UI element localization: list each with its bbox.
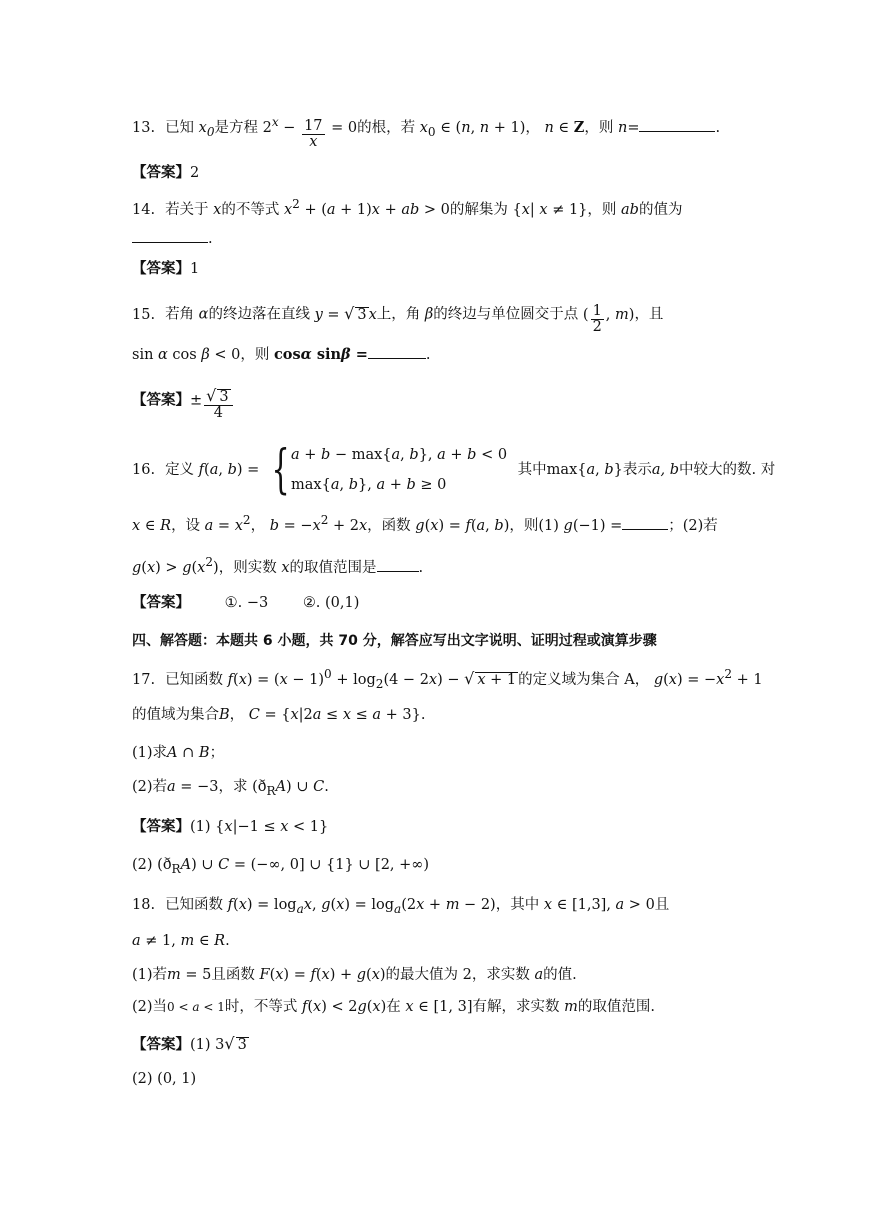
- q16-function-def: f(a, b) =: [198, 461, 264, 478]
- q14-answer-tag: 【答案】: [132, 261, 190, 277]
- q17-f-def: $f(x) = (x - 1)^0 + \log_2(4 - 2x)$ − √ x + 1: [227, 667, 517, 691]
- q14-answer: [132, 262, 199, 277]
- q14-text-4: ，则: [587, 201, 617, 218]
- q18-part-1: [132, 968, 577, 983]
- q15-text-3: 上，角: [376, 306, 421, 323]
- q15-answer-pm: ±: [190, 392, 203, 409]
- q17-complement-union: $(ð_RA)$ ∪ C: [252, 779, 325, 798]
- q18-number: 18.: [132, 897, 156, 913]
- q14-text-5: 的值为: [638, 201, 683, 218]
- q18-text-1: 已知函数: [165, 897, 224, 913]
- q13-text-4: ，: [525, 119, 540, 136]
- q18-answer-2-prefix: (2): [132, 1071, 153, 1087]
- q14-line: [132, 198, 682, 217]
- q16-math-x: x: [281, 559, 290, 576]
- q14-solution-set: {x| x ≠ 1}: [512, 201, 588, 218]
- q14-text-3: 的解集为: [449, 201, 508, 218]
- q16-blank-1: [622, 528, 668, 530]
- q14-text-1: 若关于: [165, 201, 209, 218]
- q13-math-x0: $x_0$: [198, 119, 215, 139]
- q16-text-3: 表示: [622, 461, 652, 478]
- q18-conditions-2: a ≠ 1, m ∈ R: [132, 933, 226, 949]
- q17-answer-2-prefix: (2): [132, 857, 153, 873]
- q15-number: 15.: [132, 306, 156, 323]
- q15-math-beta: β: [424, 306, 434, 323]
- q14-math-x: x: [213, 201, 222, 218]
- q14-inequality: $x^2 + (a + 1)x$ + ab > 0: [283, 197, 450, 218]
- q13-equation: $2^x$ − $\frac{17}{x}$ = 0: [262, 115, 358, 150]
- q16-line: [132, 440, 775, 500]
- q15-answer-tag: 【答案】: [132, 392, 190, 409]
- q18-var-m: m: [559, 999, 578, 1015]
- q18-part-2-text: (2)当: [132, 999, 168, 1015]
- q16-text-5: ，设: [171, 517, 201, 534]
- q15-answer-den: 4: [204, 405, 232, 421]
- q18-text-2: ，其中: [495, 897, 540, 913]
- q16-text-1: 定义: [165, 461, 195, 478]
- q17-set-b: B: [219, 707, 230, 723]
- q16-number: 16.: [132, 461, 156, 478]
- q17-part-2-mid: ，求: [218, 779, 248, 795]
- q18-part-1-end2: 的值.: [543, 967, 577, 983]
- q15-condition: sin α cos β < 0: [132, 347, 241, 363]
- q13-line: 13. 已知 $x_0$是方程 $2^x$ − $\frac{17}{x}$ = 0的根，若 $x_0$ ∈ (n, n + 1)， n ∈ Z，则 n= .: [132, 115, 721, 150]
- q18-answer-tag: 【答案】: [132, 1037, 190, 1053]
- q16-g-ineq: $g(x) > g(x^2)$: [132, 555, 219, 576]
- q18-part-1-mid: 且函数: [211, 967, 255, 983]
- q16-math-ab: a, b: [651, 461, 680, 478]
- q16-brace: {: [271, 440, 290, 500]
- q13-math-interval: $x_0$ ∈ (n, n + 1): [419, 119, 526, 139]
- q18-answer-2: (0, 1): [157, 1071, 197, 1087]
- q13-text-3: 的根，若: [357, 119, 416, 136]
- q16-domain: x ∈ R: [132, 517, 172, 534]
- section-4-heading: 四、解答题：本题共 6 小题，共 70 分，解答应写出文字说明、证明过程或演算步骤: [132, 633, 657, 649]
- q18-part-2-end: 有解，求实数: [472, 999, 560, 1015]
- q17-part-1-end: ；: [209, 745, 225, 761]
- q16-text-6: ，: [250, 517, 266, 534]
- q16-text-11: 的取值范围是: [289, 559, 377, 576]
- q16-text-8: ，则(1): [509, 517, 559, 534]
- q16-max: max{a, b}: [546, 461, 623, 478]
- q17-answer-tag: 【答案】: [132, 819, 190, 835]
- q15-line-equation: y = √ 3 x: [314, 303, 377, 323]
- q17-answer-1: {x|−1 ≤ x < 1}: [215, 819, 329, 835]
- q17-line: [132, 668, 763, 690]
- q17-part-2-text: (2)若: [132, 779, 168, 795]
- q15-text-2: 的终边落在直线: [208, 306, 310, 323]
- q15-text-6: ，则: [240, 347, 270, 363]
- q13-answer-tag: 【答案】: [132, 165, 190, 181]
- q15-math-alpha: α: [198, 306, 209, 323]
- q18-var-a: a: [529, 967, 544, 983]
- q17-line-2: 的值域为集合B， C = {x|2a ≤ x ≤ a + 3}.: [132, 707, 426, 723]
- q15-answer: [132, 388, 235, 420]
- q13-math-neq: n: [617, 119, 628, 136]
- q18-part-2-mid: 时，不等式: [224, 999, 298, 1015]
- q18-line-2: a ≠ 1, m ∈ R.: [132, 933, 230, 949]
- q15-line: [132, 304, 663, 334]
- q16-g-neg1: g(−1) =: [563, 517, 623, 534]
- q15-point: ( $\frac{1}{2}$ , m): [582, 303, 635, 335]
- q18-part-1-text: (1)若: [132, 967, 168, 983]
- q18-m-value: m = 5: [167, 967, 212, 983]
- q17-text-3: 的值域为集合: [132, 707, 219, 723]
- q18-answer: [132, 1036, 249, 1053]
- q18-answer-2-line: [132, 1072, 196, 1087]
- q18-line: [132, 898, 669, 915]
- q17-part-2: (2)若a = −3，求 $(ð_RA)$ ∪ C.: [132, 779, 329, 798]
- q16-answer-tag: 【答案】: [132, 595, 190, 611]
- q17-g-def: $g(x) = -x^2 + 1$: [653, 667, 763, 688]
- q14-number: 14.: [132, 201, 156, 218]
- q13-text-2: 是方程: [214, 119, 259, 136]
- q13-number: 13.: [132, 119, 156, 136]
- q13-answer-value: 2: [190, 165, 200, 181]
- q15-text-4: 的终边与单位圆交于点: [433, 306, 579, 323]
- q16-answer: [132, 596, 359, 611]
- q18-part-2-mid2: 在: [386, 999, 401, 1015]
- q16-g-def: g(x) = f(a, b): [415, 517, 510, 534]
- q13-text-1: 已知: [165, 119, 195, 136]
- q17-answer-1-prefix: (1): [190, 819, 211, 835]
- q15-blank: [368, 357, 426, 359]
- q14-blank: [132, 241, 208, 243]
- q17-set-c: C = {x|2a ≤ x ≤ a + 3}: [248, 707, 421, 723]
- q16-text-10: ，则实数: [218, 559, 277, 576]
- q15-text-1: 若角: [165, 306, 195, 323]
- q14-math-ab: ab: [621, 201, 639, 218]
- q15-line-2: sin α cos β < 0，则 cosα sinβ = .: [132, 346, 431, 363]
- q15-text-5: ，且: [634, 306, 664, 323]
- q18-functions: $f(x) = \log_ax$, $g(x) = \log_a(2x + m - 2)$: [227, 897, 496, 916]
- q18-conditions: x ∈ [1,3], a > 0: [543, 897, 655, 913]
- q17-number: 17.: [132, 671, 156, 688]
- q16-b-def: $b = -x^2 + 2x$: [269, 513, 368, 534]
- q18-x-range: x ∈ [1, 3]: [405, 999, 473, 1015]
- q16-line-3: $g(x) > g(x^2)$，则实数 x的取值范围是 .: [132, 555, 424, 576]
- q18-part-1-end: 的最大值为 2，求实数: [385, 967, 530, 983]
- q18-answer-1-prefix: (1): [190, 1037, 211, 1053]
- q17-part-1-text: (1)求: [132, 745, 168, 761]
- q16-answer-2: ②. (0,1): [302, 595, 360, 611]
- q17-text-4: ，: [229, 707, 245, 723]
- q14-answer-value: 1: [190, 261, 200, 277]
- q13-answer: [132, 166, 199, 181]
- q16-text-4: 中较大的数. 对: [679, 461, 776, 478]
- q13-text-5: ，则: [584, 119, 614, 136]
- q14-text-2: 的不等式: [221, 201, 280, 218]
- q13-frac-num: 17: [304, 118, 323, 135]
- q16-text-7: ，函数: [367, 517, 411, 534]
- q17-intersection: A ∩ B: [167, 745, 210, 761]
- q17-answer-2: $(ð_RA)$ ∪ C = (−∞, 0] ∪ {1} ∪ [2, +∞): [157, 857, 430, 876]
- q15-expression: cosα sinβ =: [273, 346, 368, 363]
- q18-text-3: 且: [654, 897, 670, 913]
- q17-a-value: a = −3: [167, 779, 219, 795]
- q13-blank: [639, 130, 715, 132]
- q17-text-2: 的定义域为集合 A，: [518, 671, 650, 688]
- q17-part-1: [132, 746, 224, 761]
- q14-blank-line: .: [132, 232, 213, 247]
- q16-blank-2: [377, 570, 419, 572]
- q16-cases: a + b − max{a, b}, a + b < 0 max{a, b}, a + b ≥ 0: [291, 447, 508, 493]
- q16-text-9: ；(2)若: [668, 517, 718, 534]
- q18-inequality: f(x) < 2g(x): [301, 999, 387, 1015]
- q13-frac-den: x: [302, 134, 324, 150]
- q16-text-2: 其中: [517, 461, 547, 478]
- q16-line-2: [132, 514, 718, 533]
- q18-answer-1: 3√ 3: [215, 1034, 247, 1053]
- q16-answer-1: ①. −3: [224, 595, 269, 611]
- q16-a-def: $a = x^2$: [204, 513, 251, 534]
- q18-part-2-end2: 的取值范围.: [577, 999, 655, 1015]
- q18-part-2: [132, 1000, 655, 1015]
- q13-math-n: n ∈ Z: [544, 118, 585, 136]
- q15-answer-frac: $\frac{√ 3}{4}$: [204, 388, 232, 420]
- q17-answer: [132, 820, 328, 835]
- q17-answer-2-line: [132, 858, 429, 875]
- q18-a-range: 0 < a < 1: [167, 1000, 225, 1014]
- q17-text-1: 已知函数: [165, 671, 224, 688]
- q18-F-def: F(x) = f(x) + g(x): [259, 967, 386, 983]
